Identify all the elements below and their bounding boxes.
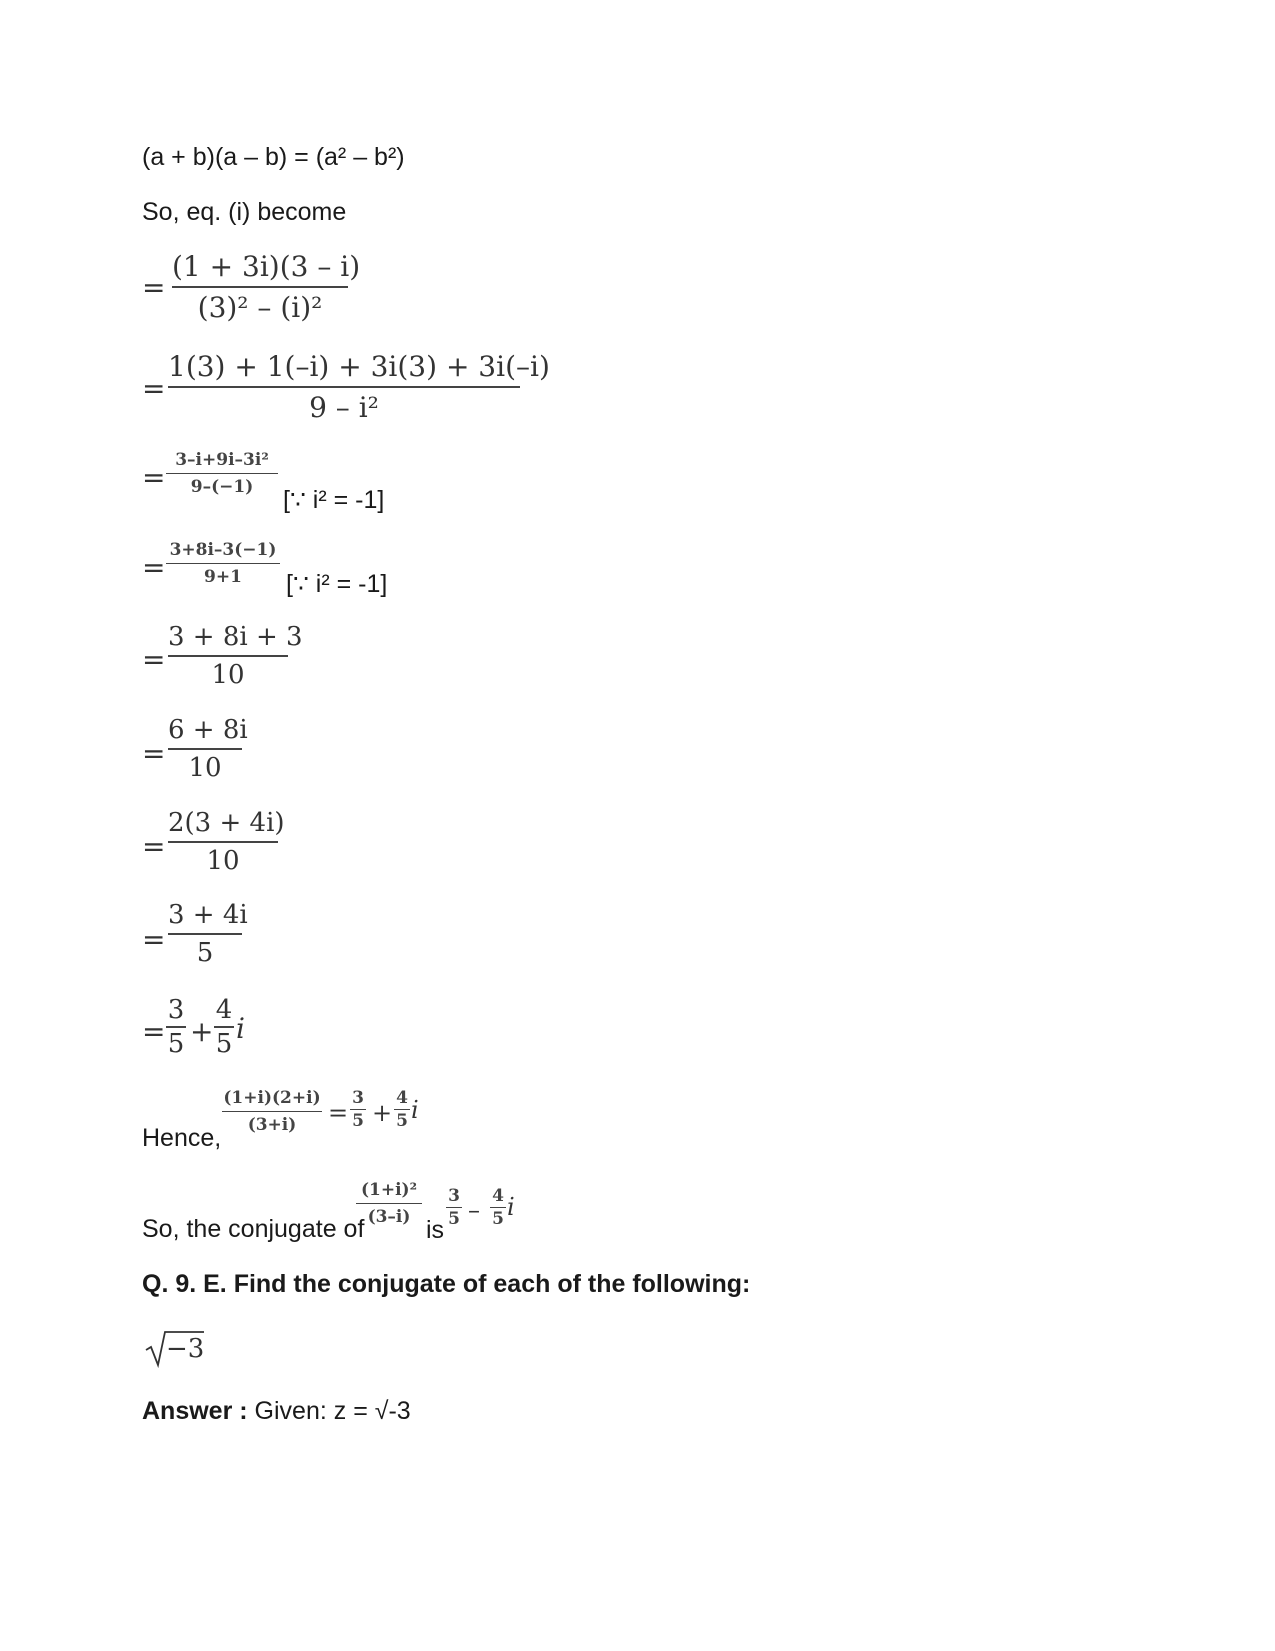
question-title: Q. 9. E. Find the conjugate of each of the following: — [142, 1270, 751, 1298]
hence-a-denominator: 5 — [352, 1111, 364, 1131]
step-4-denominator: 9+1 — [204, 567, 242, 587]
step-2-numerator: 1(3) + 1(–i) + 3i(3) + 3i(–i) — [168, 350, 550, 383]
equals-sign: = — [142, 461, 166, 494]
conjugate-fraction-a — [446, 1186, 462, 1229]
step-8-numerator: 3 + 4i — [168, 900, 248, 930]
identity-line — [142, 143, 405, 172]
step-6-denominator: 10 — [188, 753, 222, 783]
equals-sign: = — [142, 1015, 166, 1048]
step-1-denominator: (3)² – (i)² — [197, 291, 323, 324]
conjugate-a-denominator: 5 — [448, 1209, 460, 1229]
step-6-fraction — [168, 715, 248, 783]
step-1-fraction — [172, 250, 361, 324]
step-5-denominator: 10 — [211, 660, 245, 690]
step-9-b-numerator: 4 — [215, 995, 233, 1025]
conjugate-label: So, the conjugate of — [142, 1215, 365, 1243]
step-5-fraction — [168, 622, 303, 690]
hence-lhs-numerator: (1+i)(2+i) — [223, 1088, 321, 1108]
hence-equals: = — [328, 1099, 349, 1127]
so-eq-line — [142, 198, 346, 227]
step-5-numerator: 3 + 8i + 3 — [168, 622, 303, 652]
equals-sign: = — [142, 643, 166, 676]
hence-a-numerator: 3 — [352, 1088, 364, 1108]
step-7-numerator: 2(3 + 4i) — [168, 808, 285, 838]
step-9-a-numerator: 3 — [167, 995, 185, 1025]
equals-sign: = — [142, 551, 166, 584]
identity-text: (a + b)(a – b) = (a² – b²) — [142, 143, 405, 171]
step-9-a-denominator: 5 — [167, 1029, 185, 1059]
step-7-denominator: 10 — [206, 846, 240, 876]
hence-plus: + — [372, 1099, 393, 1127]
step-9-var: i — [236, 1012, 245, 1045]
equals-sign: = — [142, 372, 166, 405]
equals-sign: = — [142, 830, 166, 863]
step-2-fraction — [168, 350, 550, 424]
sqrt-expression — [144, 1328, 206, 1368]
conjugate-is: is — [426, 1216, 445, 1244]
so-eq-text: So, eq. (i) become — [142, 198, 347, 226]
step-3-numerator: 3–i+9i–3i² — [175, 450, 269, 470]
step-3-denominator: 9–(−1) — [190, 477, 254, 497]
step-4-numerator: 3+8i–3(−1) — [169, 540, 277, 560]
conjugate-expr-denominator: (3–i) — [367, 1207, 411, 1227]
conjugate-minus: – — [468, 1196, 480, 1224]
step-9-b-denominator: 5 — [215, 1029, 233, 1059]
equals-sign: = — [142, 271, 166, 304]
equals-sign: = — [142, 923, 166, 956]
answer-label: Answer : — [142, 1397, 248, 1425]
conjugate-expr-numerator: (1+i)² — [360, 1180, 418, 1200]
equals-sign: = — [142, 737, 166, 770]
hence-var: i — [411, 1096, 419, 1124]
hence-b-numerator: 4 — [396, 1088, 408, 1108]
hence-fraction-b — [394, 1088, 410, 1131]
step-9-fraction-a — [166, 995, 186, 1059]
step-1-numerator: (1 + 3i)(3 – i) — [172, 250, 361, 283]
conjugate-a-numerator: 3 — [448, 1186, 460, 1206]
conjugate-fraction-b — [490, 1186, 506, 1229]
conjugate-b-denominator: 5 — [492, 1209, 504, 1229]
hence-b-denominator: 5 — [396, 1111, 408, 1131]
step-8-fraction — [168, 900, 248, 968]
answer-text: Given: z = √-3 — [254, 1397, 411, 1425]
step-4-note: [∵ i² = -1] — [286, 570, 388, 598]
step-9-plus: + — [190, 1015, 214, 1048]
step-9-fraction-b — [214, 995, 234, 1059]
step-8-denominator: 5 — [196, 938, 214, 968]
hence-label: Hence, — [142, 1124, 222, 1152]
hence-fraction-a — [350, 1088, 366, 1131]
conjugate-b-numerator: 4 — [492, 1186, 504, 1206]
conjugate-var: i — [507, 1193, 515, 1221]
step-2-denominator: 9 – i² — [309, 391, 379, 424]
step-6-numerator: 6 + 8i — [168, 715, 248, 745]
step-7-fraction — [168, 808, 285, 876]
conjugate-expr-fraction — [356, 1180, 422, 1227]
step-3-fraction — [166, 450, 278, 497]
answer-line — [142, 1397, 411, 1426]
sqrt-radicand: −3 — [166, 1334, 205, 1364]
step-4-fraction — [166, 540, 280, 587]
hence-lhs-fraction — [222, 1088, 322, 1135]
step-3-note: [∵ i² = -1] — [283, 486, 385, 514]
hence-lhs-denominator: (3+i) — [247, 1115, 297, 1135]
